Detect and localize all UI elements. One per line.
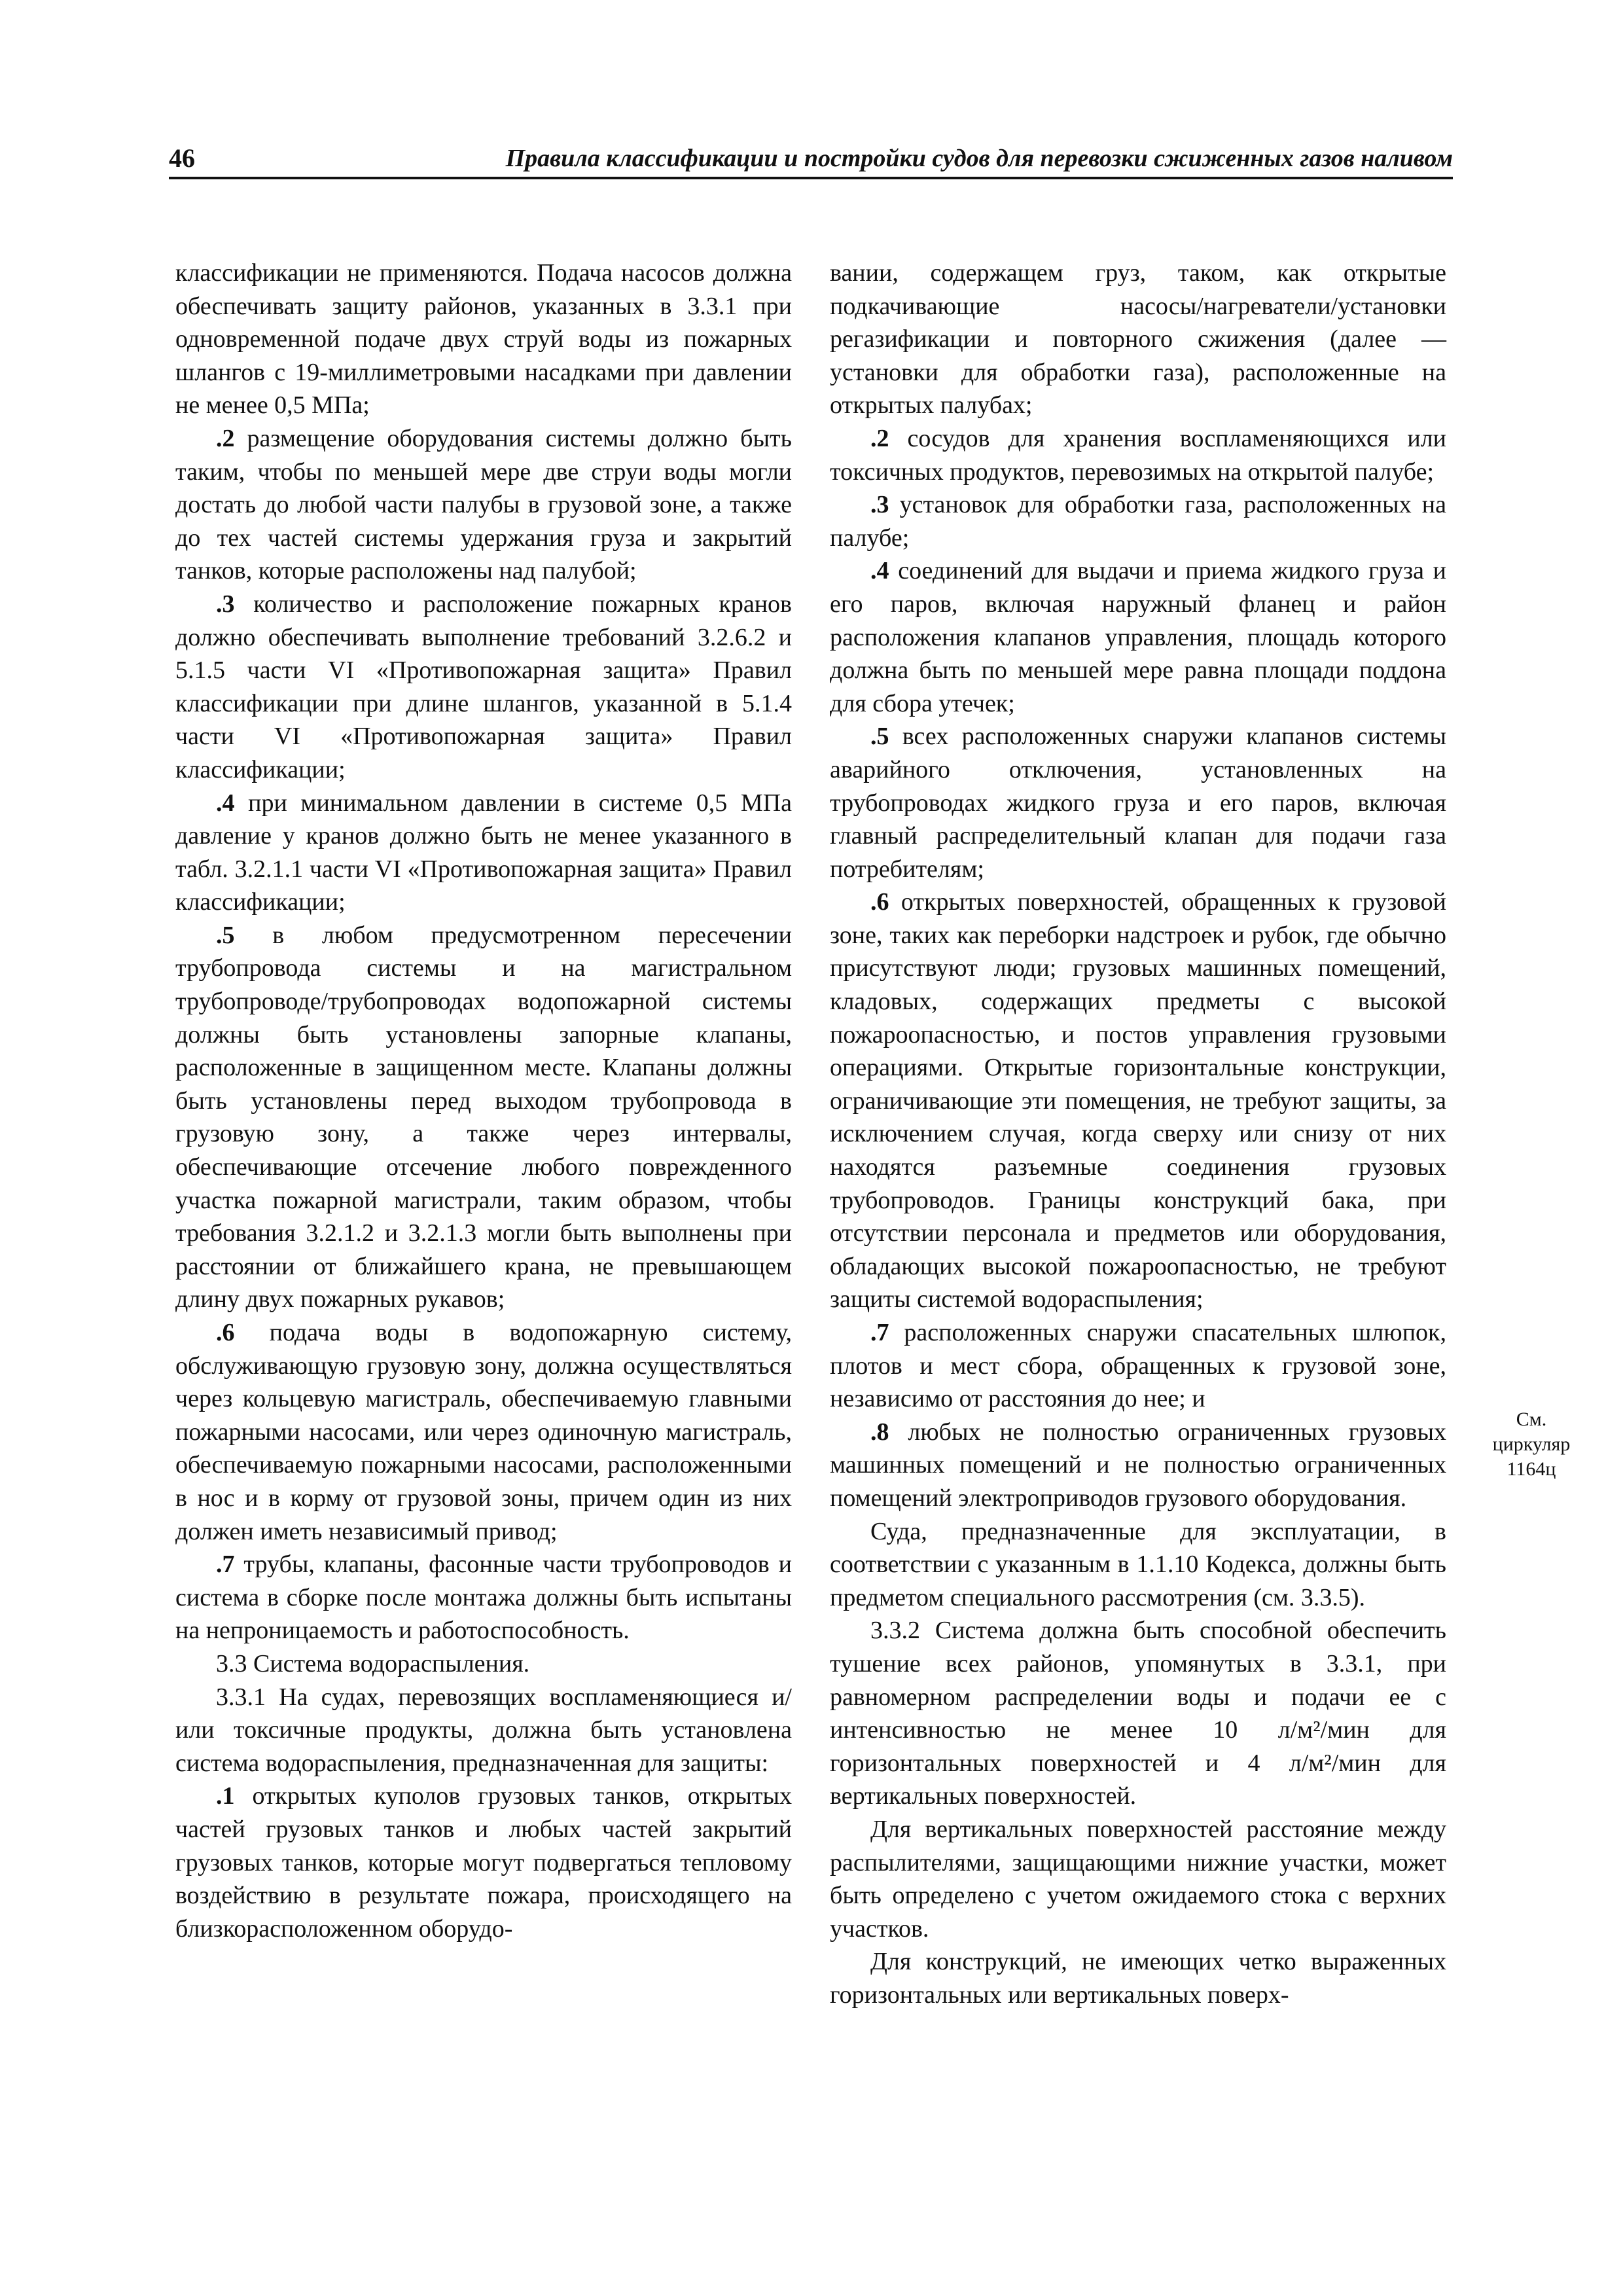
list-item: .4 при минимальном давлении в системе 0,5 МПа давление у кранов должно быть не менее указанного в табл. 3.2.1.1 части VI «Противопожарная защита» Правил классификации; bbox=[175, 789, 792, 916]
item-number: .6 bbox=[870, 888, 889, 916]
list-item: .6 подача воды в водопожарную систему, обслуживающую грузовую зону, должна осуществляться через кольцевую магистраль, обеспечиваемую главными пожарными насосами, или через одиночную магистраль, обеспечиваемую пожарными насосами, расположенными в нос и в корму от грузовой зоны, причем один из них должен иметь независимый привод; bbox=[175, 1319, 792, 1545]
list-item: .1 открытых куполов грузовых танков, открытых частей грузовых танков и любых частей закрытий грузовых танков, которые могут подвергаться тепловому воздействию в результате пожара, происходящего на близкорасположенном оборудо- bbox=[175, 1782, 792, 1943]
item-number: .8 bbox=[870, 1418, 889, 1446]
list-item: .4 соединений для выдачи и приема жидкого груза и его паров, включая наружный фланец и район расположения клапанов управления, площадь которого должна быть по меньшей мере равна площади поддона для сбора утечек; bbox=[830, 557, 1446, 717]
list-item: .2 размещение оборудования системы должно быть таким, чтобы по меньшей мере две струи воды могли достать до любой части палубы в грузовой зоне, а также до тех частей системы удержания груза и закрытий танков, которые расположены над палубой; bbox=[175, 424, 792, 585]
right-column bbox=[830, 257, 1446, 2011]
paragraph: классификации не применяются. Подача насосов должна обеспечивать защиту районов, указанных в 3.3.1 при одновременной подаче двух струй воды из пожарных шлангов с 19-миллиметровыми насадками при давлении не менее 0,5 МПа; bbox=[175, 259, 792, 420]
list-item: .8 любых не полностью ограниченных грузовых машинных помещений и не полностью ограниченных помещений электроприводов грузового оборудования. bbox=[830, 1418, 1446, 1512]
page-number: 46 bbox=[169, 143, 195, 173]
item-number: .5 bbox=[870, 723, 889, 751]
item-number: .4 bbox=[870, 557, 889, 585]
paragraph: 3.3.1 На судах, перевозящих воспламеняющиеся и/или токсичные продукты, должна быть установлена система водораспыления, предназначенная для защиты: bbox=[175, 1683, 792, 1777]
list-item: .5 в любом предусмотренном пересечении трубопровода системы и на магистральном трубопроводе/трубопроводах водопожарной системы должны быть установлены запорные клапаны, расположенные в защищенном месте. Клапаны должны быть установлены перед выходом трубопровода в грузовую зону, а также через интервалы, обеспечивающие отсечение любого поврежденного участка пожарной магистрали, таким образом, чтобы требования 3.2.1.2 и 3.2.1.3 могли быть выполнены при расстоянии от ближайшего крана, не превышающем длину двух пожарных рукавов; bbox=[175, 921, 792, 1314]
list-item: .7 трубы, клапаны, фасонные части трубопроводов и система в сборке после монтажа должны быть испытаны на непроницаемость и работоспособность. bbox=[175, 1551, 792, 1645]
item-number: .4 bbox=[216, 789, 235, 817]
document-title: Правила классификации и постройки судов для перевозки сжиженных газов наливом bbox=[505, 145, 1453, 172]
item-number: .3 bbox=[870, 491, 889, 519]
paragraph: вании, содержащем груз, таком, как открытые подкачивающие насосы/нагреватели/установки регазификации и повторного сжижения (далее — установки для обработки газа), расположенные на открытых палубах; bbox=[830, 259, 1446, 420]
margin-note: См. циркуляр 1164ц bbox=[1492, 1408, 1571, 1480]
list-item: .5 всех расположенных снаружи клапанов системы аварийного отключения, установленных на трубопроводах жидкого груза и его паров, включая главный распределительный клапан для подачи газа потребителям; bbox=[830, 723, 1446, 883]
list-item: .6 открытых поверхностей, обращенных к грузовой зоне, таких как переборки надстроек и рубок, где обычно присутствуют люди; грузовых машинных помещений, кладовых, содержащих предметы с высокой пожароопасностью, и постов управления грузовыми операциями. Открытые горизонтальные конструкции, ограничивающие эти помещения, не требуют защиты, за исключением случая, когда сверху или снизу от них находятся разъемные соединения грузовых трубопроводов. Границы конструкций бака, при отсутствии персонала и предметов или оборудования, обладающих высокой пожароопасностью, не требуют защиты системой водораспыления; bbox=[830, 888, 1446, 1314]
paragraph: 3.3.2 Система должна быть способной обеспечить тушение всех районов, упомянутых в 3.3.1, при равномерном распределении воды и подачи ее с интенсивностью не менее 10 л/м²/мин для горизонтальных поверхностей и 4 л/м²/мин для вертикальных поверхностей. bbox=[830, 1617, 1446, 1810]
list-item: .3 количество и расположение пожарных кранов должно обеспечивать выполнение требований 3.2.6.2 и 5.1.5 части VI «Противопожарная защита» Правил классификации при длине шлангов, указанной в 5.1.4 части VI «Противопожарная защита» Правил классификации; bbox=[175, 590, 792, 783]
item-number: .7 bbox=[216, 1551, 235, 1579]
list-item: .2 сосудов для хранения воспламеняющихся или токсичных продуктов, перевозимых на открытой палубе; bbox=[830, 424, 1446, 486]
item-number: .7 bbox=[870, 1319, 889, 1346]
section-heading: 3.3 Система водораспыления. bbox=[216, 1649, 530, 1677]
left-column bbox=[175, 257, 792, 1945]
item-number: .2 bbox=[216, 424, 235, 452]
list-item: .7 расположенных снаружи спасательных шлюпок, плотов и мест сбора, обращенных к грузовой зоне, независимо от расстояния до нее; и bbox=[830, 1319, 1446, 1413]
item-number: .6 bbox=[216, 1319, 235, 1346]
paragraph: Для вертикальных поверхностей расстояние между распылителями, защищающими нижние участки, может быть определено с учетом ожидаемого стока с верхних участков. bbox=[830, 1815, 1446, 1943]
item-number: .1 bbox=[216, 1782, 235, 1810]
page-header bbox=[169, 140, 1453, 177]
paragraph: Для конструкций, не имеющих четко выраженных горизонтальных или вертикальных поверх- bbox=[830, 1948, 1446, 2009]
item-number: .5 bbox=[216, 921, 235, 949]
item-number: .2 bbox=[870, 424, 889, 452]
item-number: .3 bbox=[216, 590, 235, 618]
header-rule bbox=[169, 177, 1453, 179]
paragraph: Суда, предназначенные для эксплуатации, в соответствии с указанным в 1.1.10 Кодекса, должны быть предметом специального рассмотрения (см. 3.3.5). bbox=[830, 1517, 1446, 1611]
list-item: .3 установок для обработки газа, расположенных на палубе; bbox=[830, 491, 1446, 552]
